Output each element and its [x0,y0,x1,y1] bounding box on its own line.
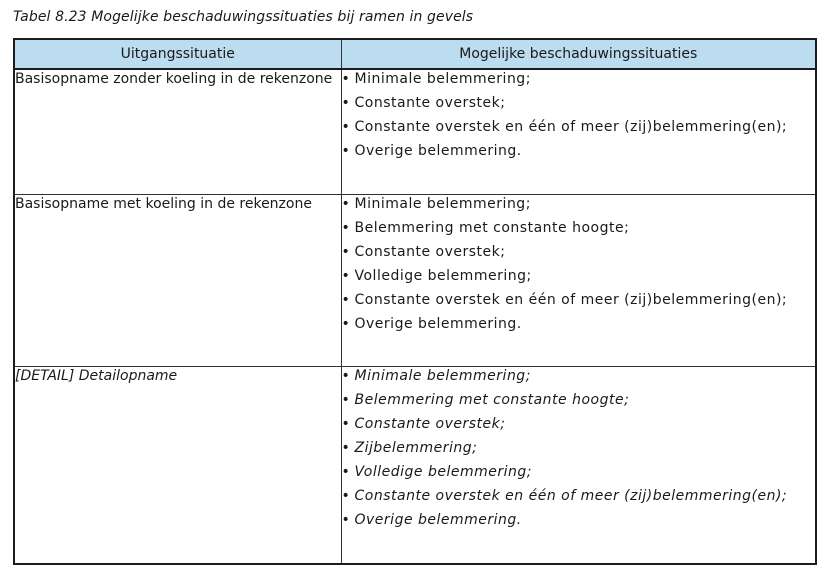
bullet-icon: • [341,220,351,236]
list-item [342,70,816,89]
bullet-icon: • [341,488,351,504]
bullet-icon: • [341,440,351,456]
list-item [342,511,816,530]
option-text: Zijbelemmering; [354,440,478,456]
option-text: Constante overstek en één of meer (zij)belemmering(en); [354,119,788,135]
list-item [342,142,816,161]
option-text: Constante overstek; [354,416,506,432]
bullet-icon: • [341,464,351,480]
list-item [342,219,816,238]
bullet-icon: • [341,119,351,135]
options-cell [341,195,816,367]
option-text: Constante overstek; [354,244,506,260]
option-text: Belemmering met constante hoogte; [354,220,630,236]
option-text: Volledige belemmering; [354,268,532,284]
bullet-icon: • [341,416,351,432]
bullet-icon: • [341,143,351,159]
bullet-icon: • [341,244,351,260]
option-text: Overige belemmering. [354,512,522,528]
list-item [342,291,816,310]
option-text: Overige belemmering. [354,316,522,332]
options-cell [341,69,816,195]
list-item [342,195,816,214]
list-item [342,463,816,482]
option-text: Minimale belemmering; [354,71,531,87]
options-list [342,70,816,161]
bullet-icon: • [341,95,351,111]
header-beschaduwingssituaties: Mogelijke beschaduwingssituaties [341,39,816,69]
shading-situations-table [13,38,817,565]
option-text: Volledige belemmering; [354,464,532,480]
list-item [342,118,816,137]
table-header-row [14,39,816,69]
bullet-icon: • [341,71,351,87]
options-list [342,195,816,334]
bullet-icon: • [341,292,351,308]
option-text: Minimale belemmering; [354,368,531,384]
option-text: Constante overstek en één of meer (zij)belemmering(en); [354,488,788,504]
bullet-icon: • [341,368,351,384]
table-caption: Tabel 8.23 Mogelijke beschaduwingssituaties bij ramen in gevels [13,9,474,25]
situation-cell: Basisopname zonder koeling in de rekenzone [14,69,341,195]
table-row [14,69,816,195]
option-text: Minimale belemmering; [354,196,531,212]
bullet-icon: • [341,512,351,528]
list-item [342,439,816,458]
list-item [342,487,816,506]
list-item [342,367,816,386]
table-row [14,367,816,565]
option-text: Overige belemmering. [354,143,522,159]
bullet-icon: • [341,316,351,332]
option-text: Constante overstek en één of meer (zij)belemmering(en); [354,292,788,308]
options-list [342,367,816,530]
list-item [342,94,816,113]
list-item [342,391,816,410]
option-text: Belemmering met constante hoogte; [354,392,630,408]
table-row [14,195,816,367]
situation-cell: [DETAIL] Detailopname [14,367,341,565]
bullet-icon: • [341,196,351,212]
option-text: Constante overstek; [354,95,506,111]
header-uitgangssituatie: Uitgangssituatie [14,39,341,69]
list-item [342,415,816,434]
options-cell [341,367,816,565]
list-item [342,267,816,286]
list-item [342,315,816,334]
bullet-icon: • [341,392,351,408]
situation-cell: Basisopname met koeling in de rekenzone [14,195,341,367]
bullet-icon: • [341,268,351,284]
list-item [342,243,816,262]
